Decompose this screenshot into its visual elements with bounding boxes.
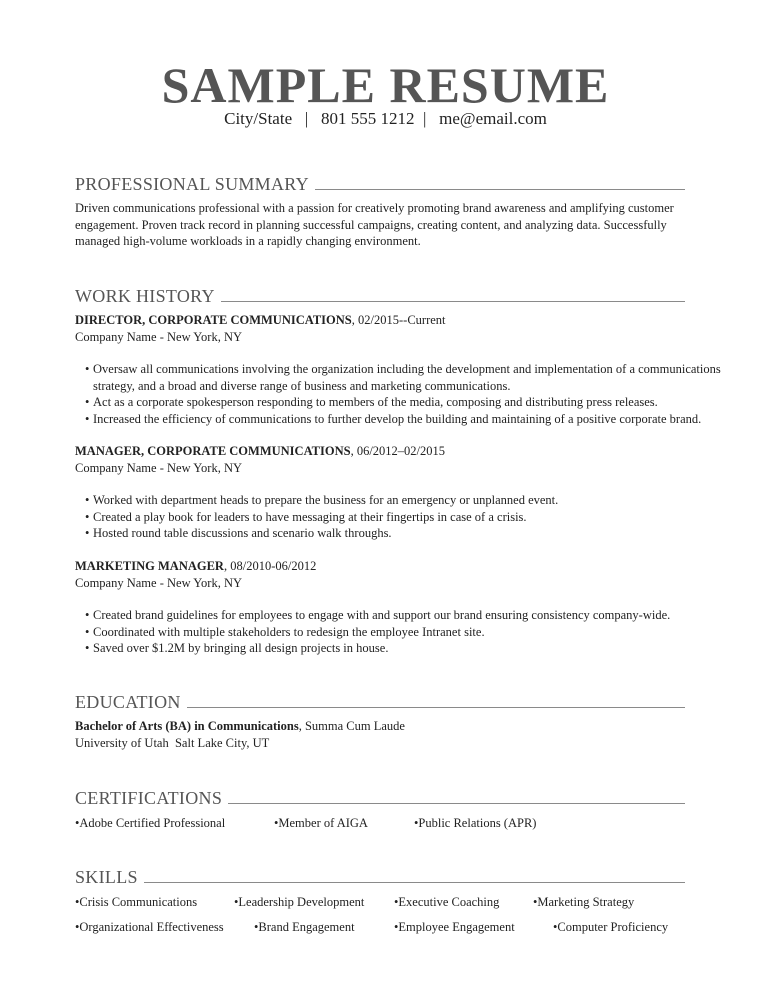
- degree-honors: , Summa Cum Laude: [298, 719, 405, 733]
- section-skills-heading: [75, 863, 685, 887]
- job-title: DIRECTOR, CORPORATE COMMUNICATIONS: [75, 313, 352, 327]
- certification-item: • Adobe Certified Professional: [75, 815, 225, 831]
- job-title: MANAGER, CORPORATE COMMUNICATIONS: [75, 444, 351, 458]
- skill-item: • Executive Coaching: [394, 894, 499, 910]
- section-title: CERTIFICATIONS: [75, 788, 223, 808]
- job-title-line: [75, 558, 316, 574]
- degree: Bachelor of Arts (BA) in Communications: [75, 719, 299, 733]
- job-dates: , 02/2015--Current: [351, 313, 446, 327]
- job-bullet: • Coordinated with multiple stakeholders to redesign the employee Intranet site.: [85, 624, 735, 641]
- skill-item: • Employee Engagement: [394, 919, 515, 935]
- job-bullets: [85, 361, 735, 427]
- skill-item: • Crisis Communications: [75, 894, 197, 910]
- section-title: PROFESSIONAL SUMMARY: [75, 174, 309, 194]
- job-bullets: [85, 492, 735, 542]
- job-bullet: • Act as a corporate spokesperson responding to members of the media, composing and distributing press releases.: [85, 394, 735, 411]
- section-title: EDUCATION: [75, 692, 181, 712]
- education-degree-line: [75, 718, 405, 734]
- section-summary-heading: [75, 170, 685, 194]
- skill-item: • Organizational Effectiveness: [75, 919, 224, 935]
- job-bullet: • Worked with department heads to prepare the business for an emergency or unplanned event.: [85, 492, 735, 509]
- job-title-line: [75, 443, 445, 459]
- certification-item: • Public Relations (APR): [414, 815, 536, 831]
- section-divider: [315, 189, 685, 190]
- job-company: Company Name - New York, NY: [75, 576, 242, 590]
- certification-item: • Member of AIGA: [274, 815, 368, 831]
- job-bullet: • Saved over $1.2M by bringing all design projects in house.: [85, 640, 735, 657]
- resume-name: SAMPLE RESUME: [161, 57, 610, 113]
- job-company: Company Name - New York, NY: [75, 330, 242, 344]
- job-bullets: [85, 607, 735, 657]
- section-divider: [228, 803, 685, 804]
- section-certifications-heading: [75, 784, 685, 808]
- education-school: University of Utah Salt Lake City, UT: [75, 736, 270, 750]
- section-divider: [187, 707, 685, 708]
- job-company: Company Name - New York, NY: [75, 461, 242, 475]
- job-bullet: • Oversaw all communications involving the organization including the development and implementation of a communications strategy, and a broad and diverse range of business and marketing communications.: [85, 361, 735, 394]
- job-dates: , 08/2010-06/2012: [223, 559, 317, 573]
- job-dates: , 06/2012–02/2015: [350, 444, 446, 458]
- job-title: MARKETING MANAGER: [75, 559, 224, 573]
- section-work-heading: [75, 282, 685, 306]
- summary-text: Driven communications professional with a passion for creatively promoting brand awareness and amplifying customer engagement. Proven track record in planning successful campaigns, creating content, and analyzing data. Successfully managed high-volume workloads in a rapidly changing environment.: [75, 201, 674, 248]
- section-title: WORK HISTORY: [75, 286, 215, 306]
- job-bullet: • Hosted round table discussions and scenario walk throughs.: [85, 525, 735, 542]
- job-title-line: [75, 312, 446, 328]
- section-divider: [221, 301, 685, 302]
- skill-item: • Leadership Development: [234, 894, 364, 910]
- section-divider: [144, 882, 685, 883]
- job-bullet: • Increased the efficiency of communications to further develop the building and maintaining of a positive corporate brand.: [85, 411, 735, 428]
- skill-item: • Brand Engagement: [254, 919, 355, 935]
- job-bullet: • Created a play book for leaders to have messaging at their fingertips in case of a crisis.: [85, 509, 735, 526]
- skill-item: • Marketing Strategy: [533, 894, 634, 910]
- skill-item: • Computer Proficiency: [553, 919, 668, 935]
- job-bullet: • Created brand guidelines for employees to engage with and support our brand ensuring consistency company-wide.: [85, 607, 735, 624]
- contact-line: City/State | 801 555 1212 | me@email.com: [224, 109, 547, 128]
- section-title: SKILLS: [75, 867, 138, 887]
- section-education-heading: [75, 688, 685, 712]
